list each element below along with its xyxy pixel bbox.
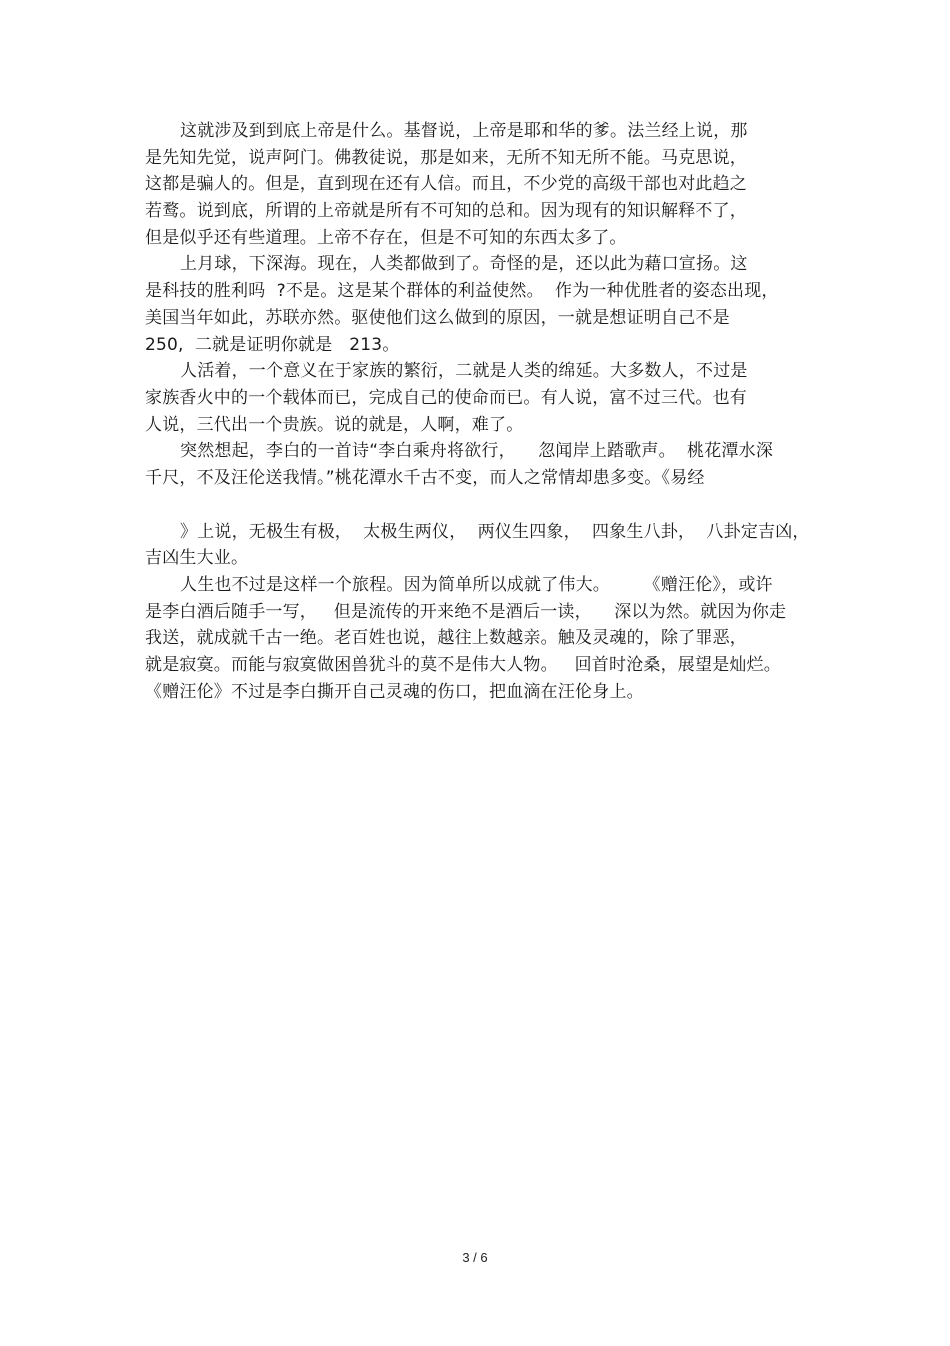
text-line: 250, 二就是证明你就是 213。 (145, 334, 400, 355)
text-line: 人活着，一个意义在于家族的繁衍，二就是人类的绵延。大多数人，不过是 (180, 361, 748, 382)
text-line: 是李白酒后随手一写， 但是流传的开来绝不是酒后一读， 深以为然。就因为你走 (145, 601, 787, 622)
text-line: 家族香火中的一个载体而已，完成自己的使命而已。有人说，富不过三代。也有 (145, 387, 747, 408)
text-line: 突然想起，李白的一首诗“李白乘舟将欲行， 忽闻岸上踏歌声。 桃花潭水深 (180, 441, 774, 462)
text-line: 》上说，无极生有极， 太极生两仪， 两仪生四象， 四象生八卦， 八卦定吉凶， (180, 521, 810, 542)
text-line: 人说，三代出一个贵族。说的就是，人啊，难了。 (145, 414, 524, 435)
paragraph-gap (145, 492, 825, 519)
text-line: 这就涉及到到底上帝是什么。基督说，上帝是耶和华的爹。法兰经上说，那 (180, 121, 748, 141)
text-line: 美国当年如此，苏联亦然。驱使他们这么做到的原因，一就是想证明自己不是 (145, 307, 730, 328)
text-line: 是先知先觉，说声阿门。佛教徒说，那是如来，无所不知无所不能。马克思说， (145, 147, 747, 168)
text-line: 人生也不过是这样一个旅程。因为简单所以成就了伟大。 《赠汪伦》，或许 (180, 575, 773, 595)
text-line: 吉凶生大业。 (145, 548, 249, 569)
body-text (145, 118, 825, 705)
text-line: 这都是骗人的。但是，直到现在还有人信。而且，不少党的高级干部也对此趋之 (145, 174, 747, 195)
text-line: 《赠汪伦》不过是李白撕开自己灵魂的伤口，把血滴在汪伦身上。 (145, 681, 644, 702)
text-line: 千尺，不及汪伦送我情。”桃花潭水千古不变，而人之常情却患多变。《易经 (145, 467, 705, 488)
text-line: 我送，就成就千古一绝。老百姓也说，越往上数越亲。触及灵魂的，除了罪恶， (145, 628, 747, 649)
text-line: 上月球，下深海。现在，人类都做到了。奇怪的是，还以此为藉口宣扬。这 (180, 254, 748, 275)
text-line: 是科技的胜利吗 ?不是。这是某个群体的利益使然。 作为一种优胜者的姿态出现， (145, 281, 779, 302)
text-line: 但是似乎还有些道理。上帝不存在，但是不可知的东西太多了。 (145, 227, 627, 248)
page-number: 3 / 6 (462, 1250, 488, 1265)
text-line: 就是寂寞。而能与寂寞做困兽犹斗的莫不是伟大人物。 回首时沧桑，展望是灿烂。 (145, 655, 782, 676)
text-line: 若鹜。说到底，所谓的上帝就是所有不可知的总和。因为现有的知识解释不了， (145, 201, 747, 222)
